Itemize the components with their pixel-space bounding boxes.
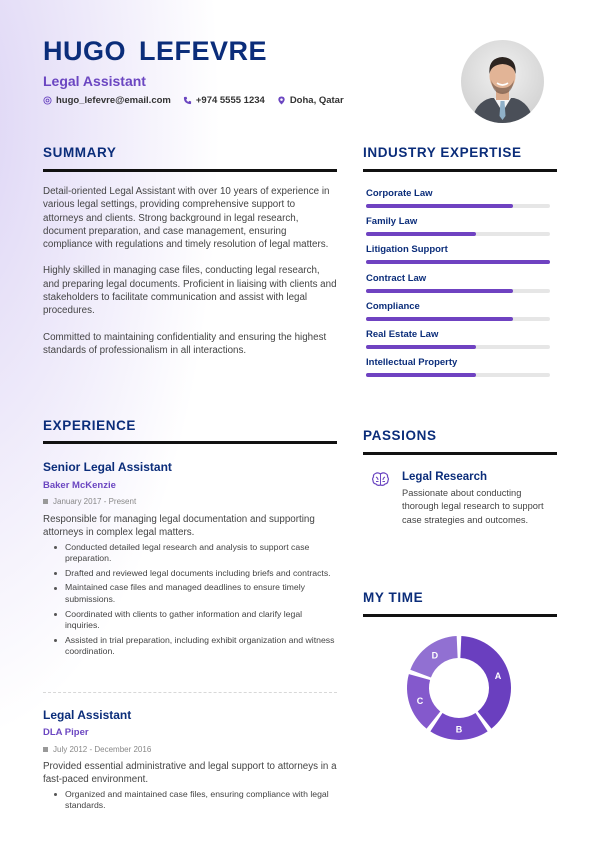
summary-heading: SUMMARY (43, 145, 117, 160)
passion-description: Passionate about conducting thorough legal research to support case strategies and outcomes. (402, 488, 544, 525)
donut-label-d: D (431, 650, 439, 661)
expertise-label: Compliance (366, 300, 420, 312)
passion-item (402, 471, 552, 527)
at-icon (43, 96, 52, 105)
phone-icon (183, 96, 192, 105)
expertise-bar-fill (366, 317, 513, 321)
calendar-icon (43, 499, 48, 504)
expertise-bar-track (366, 373, 550, 377)
job-bullet: Assisted in trial preparation, including exhibit organization and witness coordination. (43, 635, 337, 658)
job-separator (43, 692, 337, 693)
expertise-bar-track (366, 232, 550, 236)
job-bullets (43, 542, 337, 658)
expertise-item (366, 301, 556, 329)
job-title: Legal Assistant (43, 708, 132, 722)
experience-heading: EXPERIENCE (43, 418, 137, 433)
expertise-label: Real Estate Law (366, 328, 439, 340)
profile-photo (461, 40, 544, 123)
job-bullet: Maintained case files and managed deadlines to ensure timely submissions. (43, 582, 337, 605)
job-bullet: Conducted detailed legal research and analysis to support case preparation. (43, 542, 337, 565)
map-pin-icon (277, 96, 286, 105)
contact-phone[interactable] (183, 95, 265, 106)
expertise-item (366, 329, 556, 357)
expertise-item (366, 357, 556, 385)
job-description: Provided essential administrative and legal support to attorneys in a fast-paced environment. (43, 761, 337, 786)
job-dates-text: January 2017 - Present (53, 497, 137, 506)
my-time-donut-chart (399, 628, 519, 748)
expertise-bar-fill (366, 204, 513, 208)
expertise-label: Contract Law (366, 272, 427, 284)
expertise-label: Corporate Law (366, 188, 433, 199)
email-text: hugo_lefevre@email.com (56, 95, 171, 106)
donut-slice-a (460, 636, 511, 729)
job-bullets (43, 789, 337, 812)
expertise-bar-track (366, 345, 550, 349)
passions-heading: PASSIONS (363, 428, 437, 443)
contact-email[interactable] (43, 95, 171, 106)
experience-divider (43, 441, 337, 444)
job-bullet: Organized and maintained case files, ensuring compliance with legal standards. (43, 789, 337, 812)
job-dates (43, 497, 337, 506)
summary-divider (43, 169, 337, 172)
contact-location (277, 95, 344, 106)
job-bullet: Coordinated with clients to gather information and clarify legal inquiries. (43, 609, 337, 632)
expertise-label: Family Law (366, 216, 418, 228)
expertise-item (366, 273, 556, 301)
passion-title: Legal Research (402, 471, 488, 483)
donut-label-b: B (455, 724, 463, 735)
donut-slice-c (407, 674, 440, 728)
expertise-bar-track (366, 289, 550, 293)
job-company: Baker McKenzie (43, 480, 116, 491)
donut-label-c: C (416, 696, 424, 707)
expertise-item (366, 188, 556, 216)
job-entry (43, 708, 337, 815)
job-bullet: Drafted and reviewed legal documents including briefs and contracts. (43, 568, 337, 579)
job-entry (43, 460, 337, 661)
expertise-bar-track (366, 204, 550, 208)
donut-label-a: A (494, 670, 502, 681)
expertise-bar-track (366, 317, 550, 321)
expertise-label: Intellectual Property (366, 357, 458, 369)
expertise-item (366, 216, 556, 244)
expertise-bar-fill (366, 260, 550, 264)
expertise-item (366, 244, 556, 272)
expertise-bar-fill (366, 289, 513, 293)
job-description: Responsible for managing legal documentation and supporting attorneys in complex legal matters. (43, 514, 315, 539)
person-portrait-icon (461, 40, 544, 123)
location-text: Doha, Qatar (289, 95, 344, 106)
candidate-name: HUGO LEFEVRE (43, 36, 268, 66)
expertise-bar-fill (366, 373, 476, 377)
summary-paragraph: Highly skilled in managing case files, conducting legal research, and preparing legal documents. Proficient in liaising with clients and stakeholders to facilitate communication and assist with legal procedures. (43, 265, 337, 317)
expertise-list (366, 188, 556, 385)
my-time-heading: MY TIME (363, 590, 424, 605)
expertise-heading: INDUSTRY EXPERTISE (363, 145, 522, 160)
expertise-label: Litigation Support (366, 244, 448, 256)
phone-text: +974 5555 1234 (195, 95, 265, 106)
summary-body (43, 185, 337, 357)
job-dates-text: July 2012 - December 2016 (53, 745, 152, 754)
expertise-bar-fill (366, 345, 476, 349)
expertise-bar-track (366, 260, 550, 264)
calendar-icon (43, 747, 48, 752)
expertise-bar-fill (366, 232, 476, 236)
expertise-divider (363, 169, 557, 172)
candidate-role: Legal Assistant (43, 73, 146, 89)
job-dates (43, 745, 337, 754)
job-title: Senior Legal Assistant (43, 460, 172, 474)
job-company: DLA Piper (43, 727, 89, 738)
contact-info (43, 95, 344, 106)
brain-icon (372, 472, 389, 492)
my-time-divider (363, 614, 557, 617)
passions-divider (363, 452, 557, 455)
summary-paragraph: Committed to maintaining confidentiality and ensuring the highest standards of professionalism in all interactions. (43, 331, 327, 356)
summary-paragraph: Detail-oriented Legal Assistant with over 10 years of experience in various legal settings, providing comprehensive support to attorneys and clients. Strong background in legal research, document preparation, and case management, ensuring compliance with regulations and timely resolution of legal matters. (43, 186, 330, 251)
